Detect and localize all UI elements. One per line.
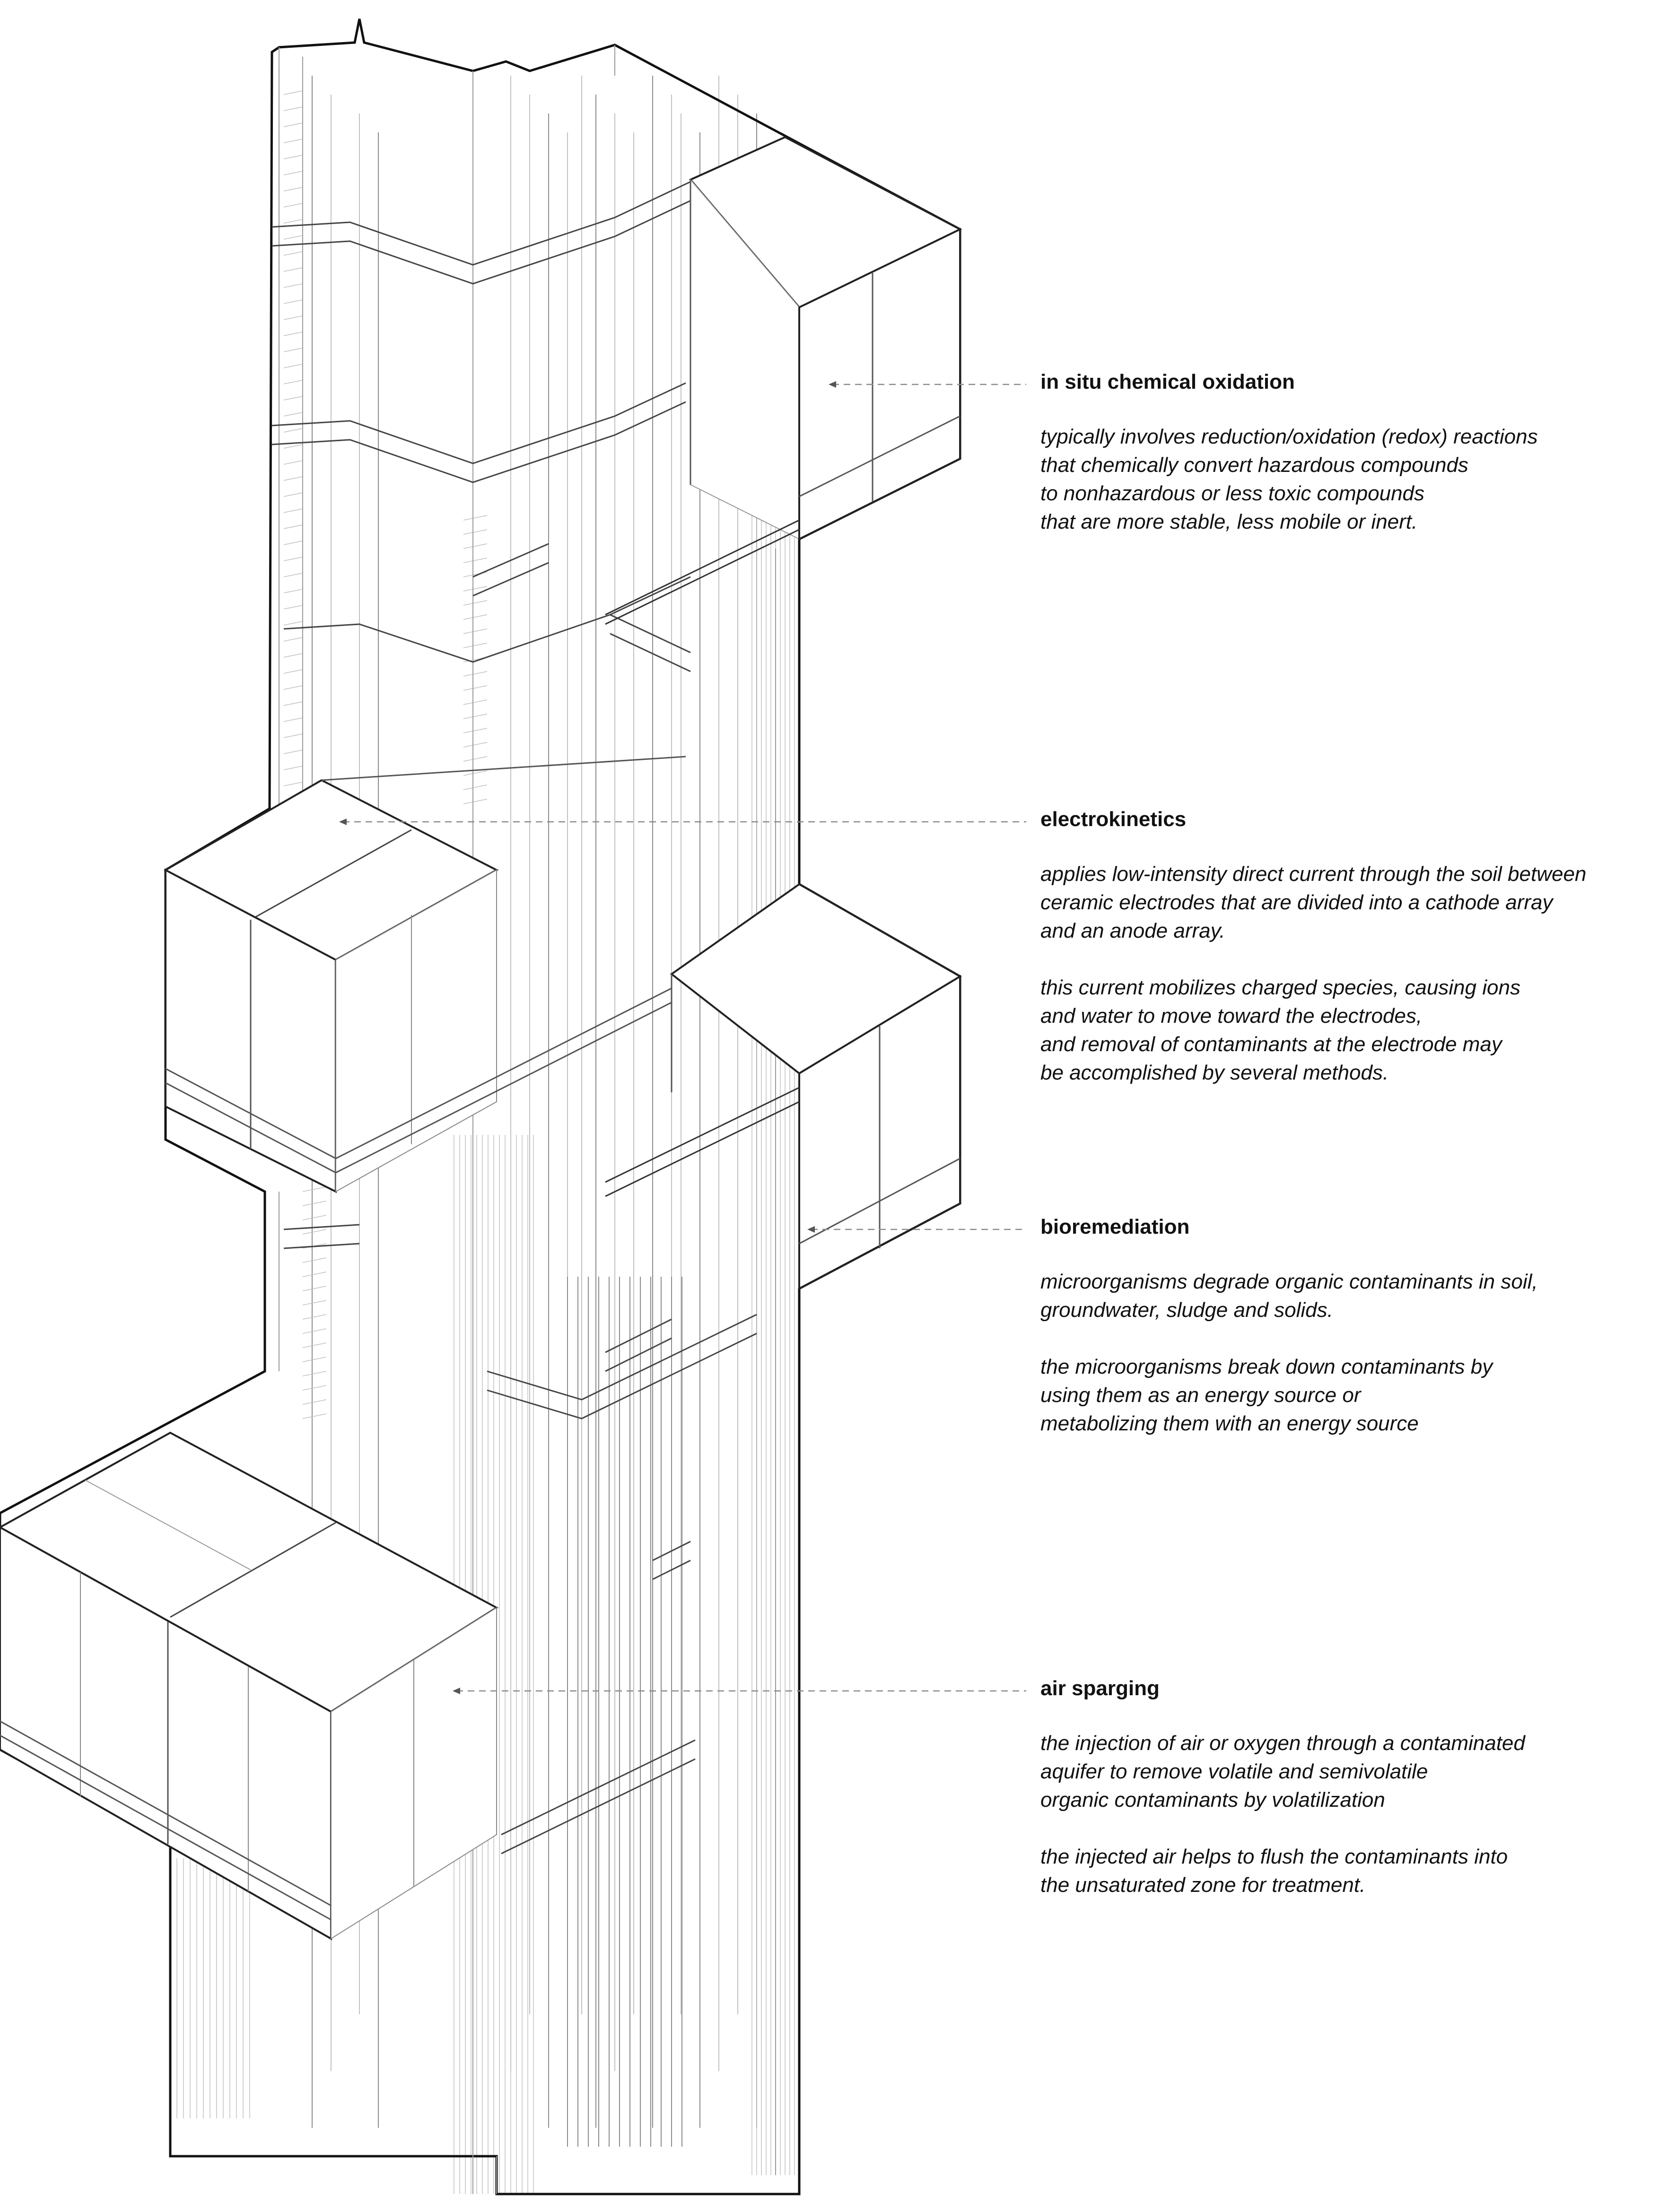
ladder-rung <box>463 586 487 591</box>
annotation-title: bioremediation <box>1040 1215 1190 1238</box>
ladder-rung <box>284 718 303 722</box>
ladder-rung <box>284 171 303 175</box>
ladder-rung <box>284 380 303 384</box>
ladder-rung <box>284 653 303 657</box>
ladder-rung <box>284 541 303 545</box>
annotation-line: that chemically convert hazardous compounds <box>1040 453 1468 477</box>
annotation-line: microorganisms degrade organic contaminants in soil, <box>1040 1270 1538 1293</box>
ladder-rung <box>303 1329 326 1333</box>
ladder-rung <box>463 671 487 676</box>
annotation-line: aquifer to remove volatile and semivolatile <box>1040 1760 1428 1783</box>
ladder-rung <box>284 332 303 336</box>
ladder-rung <box>284 364 303 368</box>
module-air-sparging <box>0 1433 497 1939</box>
annotation-paragraph <box>1040 1729 1655 1814</box>
ladder-rung <box>284 155 303 159</box>
annotation-line: and water to move toward the electrodes, <box>1040 1004 1423 1028</box>
ladder-rung <box>284 412 303 416</box>
ladder-rung <box>284 670 303 673</box>
ladder-rung <box>463 558 487 563</box>
ladder-rung <box>284 107 303 111</box>
ladder-rung <box>463 643 487 648</box>
ladder-rung <box>284 187 303 191</box>
ladder-rung <box>284 316 303 320</box>
annotation-line: groundwater, sludge and solids. <box>1040 1298 1333 1322</box>
ladder-rung <box>284 621 303 625</box>
ladder-rung <box>284 637 303 641</box>
ladder-rung <box>284 686 303 689</box>
annotation-line: the injection of air or oxygen through a contaminated <box>1040 1732 1525 1755</box>
ladder-rung <box>463 700 487 705</box>
ladder-rung <box>284 702 303 705</box>
annotation-line: to nonhazardous or less toxic compounds <box>1040 482 1425 505</box>
annotation-line: metabolizing them with an energy source <box>1040 1412 1419 1435</box>
ladder-rung <box>284 252 303 255</box>
ladder-rung <box>303 1229 326 1234</box>
annotation-paragraph <box>1040 1353 1655 1438</box>
annotation-line: the microorganisms break down contaminants by <box>1040 1355 1493 1378</box>
ladder-rung <box>303 1414 326 1419</box>
ladder-rung <box>463 686 487 690</box>
ladder-rung <box>284 203 303 207</box>
ladder-rung <box>303 1371 326 1376</box>
ladder-rung <box>463 785 487 790</box>
ladder-rung <box>303 1258 326 1263</box>
ladder-rung <box>303 1315 326 1319</box>
ladder-rung <box>284 734 303 738</box>
ladder-rung <box>284 477 303 480</box>
annotation-line: and an anode array. <box>1040 919 1225 942</box>
ladder-rung <box>303 1357 326 1362</box>
ladder-rung <box>463 728 487 733</box>
ladder-rung <box>463 601 487 605</box>
annotation-chemical-oxidation <box>1040 369 1655 565</box>
ladder-rung <box>284 444 303 448</box>
annotation-air-sparging <box>1040 1675 1655 1928</box>
ladder-rung <box>284 557 303 561</box>
annotation-paragraph <box>1040 860 1655 945</box>
module-bioremediation <box>605 884 960 1289</box>
annotation-line: the injected air helps to flush the contaminants into <box>1040 1845 1508 1868</box>
module-chemical-oxidation <box>605 137 960 624</box>
annotation-line: be accomplished by several methods. <box>1040 1061 1389 1084</box>
ladder-rung <box>303 1201 326 1206</box>
ladder-rung <box>463 757 487 761</box>
ladder-rung <box>463 515 487 520</box>
ladder-rung <box>463 615 487 619</box>
annotation-line: the unsaturated zone for treatment. <box>1040 1873 1366 1897</box>
annotation-paragraph <box>1040 423 1655 536</box>
annotation-line: and removal of contaminants at the electrode may <box>1040 1033 1502 1056</box>
ladder-rung <box>303 1343 326 1348</box>
annotation-title: air sparging <box>1040 1677 1160 1700</box>
ladder-rung <box>284 493 303 496</box>
ladder-rung <box>284 509 303 513</box>
ladder-rung <box>284 268 303 271</box>
annotation-paragraph <box>1040 1268 1655 1324</box>
ladder-rung <box>284 766 303 770</box>
annotation-bioremediation <box>1040 1214 1655 1466</box>
annotation-paragraph <box>1040 1843 1655 1899</box>
annotation-line: organic contaminants by volatilization <box>1040 1788 1385 1811</box>
ladder-rung <box>284 396 303 400</box>
annotation-title: in situ chemical oxidation <box>1040 370 1295 393</box>
annotation-electrokinetics <box>1040 806 1655 1115</box>
ladder-rung <box>303 1215 326 1220</box>
ladder-rung <box>463 530 487 534</box>
ladder-rung <box>284 348 303 352</box>
ladder-rung <box>284 573 303 577</box>
ladder-rung <box>303 1300 326 1305</box>
ladder-rung <box>284 91 303 95</box>
ladder-rung <box>284 782 303 786</box>
annotation-line: typically involves reduction/oxidation (redox) reactions <box>1040 425 1538 448</box>
ladder-rung <box>463 544 487 549</box>
annotation-line: applies low-intensity direct current through the soil between <box>1040 862 1587 886</box>
annotation-paragraph <box>1040 974 1655 1087</box>
ladder-rung <box>284 219 303 223</box>
ladder-rung <box>463 629 487 634</box>
ladder-rung <box>303 1385 326 1390</box>
ladder-rung <box>284 589 303 593</box>
ladder-rung <box>284 428 303 432</box>
ladder-rung <box>284 525 303 529</box>
annotation-line: that are more stable, less mobile or inert. <box>1040 510 1418 533</box>
ladder-rung <box>284 235 303 239</box>
ladder-rung <box>303 1286 326 1291</box>
ladder-rung <box>303 1400 326 1404</box>
ladder-rung <box>284 605 303 609</box>
ladder-rung <box>303 1187 326 1192</box>
ladder-rung <box>284 284 303 287</box>
ladder-rung <box>284 300 303 304</box>
ladder-rung <box>284 139 303 143</box>
ladder-rung <box>284 123 303 127</box>
ladder-rung <box>284 461 303 464</box>
annotation-line: using them as an energy source or <box>1040 1384 1361 1407</box>
annotation-line: ceramic electrodes that are divided into a cathode array <box>1040 891 1553 914</box>
annotation-line: this current mobilizes charged species, causing ions <box>1040 976 1520 999</box>
ladder-rung <box>284 750 303 754</box>
ladder-rung <box>463 799 487 804</box>
ladder-rung <box>303 1272 326 1277</box>
ladder-rung <box>463 714 487 719</box>
ladder-rung <box>463 742 487 747</box>
annotation-title: electrokinetics <box>1040 808 1187 831</box>
